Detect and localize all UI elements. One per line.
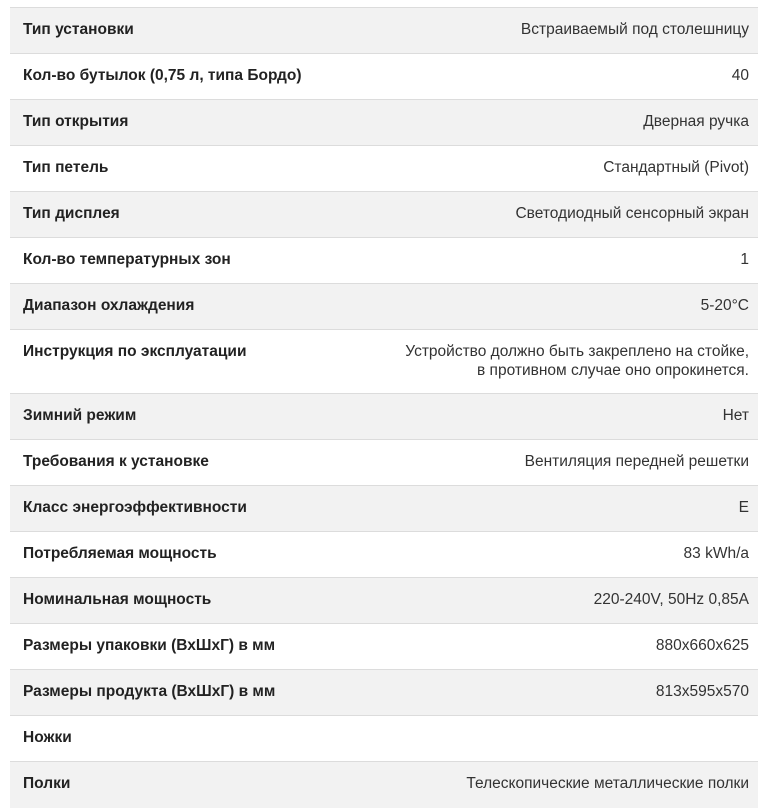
spec-row-rated-power	[10, 578, 758, 624]
spec-row-shelves	[10, 762, 758, 808]
spec-value: Устройство должно быть закреплено на стойке, в противном случае оно опрокинется.	[405, 343, 749, 379]
spec-value: Встраиваемый под столешницу	[520, 21, 749, 38]
spec-label: Требования к установке	[23, 453, 209, 470]
spec-row-power-consumption	[10, 532, 758, 578]
spec-row-hinge-type	[10, 146, 758, 192]
spec-label: Кол-во температурных зон	[23, 251, 231, 268]
spec-value: Телескопические металлические полки	[466, 775, 749, 792]
spec-row-energy-class	[10, 486, 758, 532]
spec-row-product-dimensions	[10, 670, 758, 716]
specifications-table	[10, 7, 758, 808]
spec-row-operating-instructions	[10, 330, 758, 394]
spec-value: 880x660x625	[655, 637, 749, 654]
spec-value: Светодиодный сенсорный экран	[515, 205, 749, 222]
spec-label: Кол-во бутылок (0,75 л, типа Бордо)	[23, 67, 302, 84]
spec-value: Стандартный (Pivot)	[603, 159, 749, 176]
spec-label: Класс энергоэффективности	[23, 499, 247, 516]
spec-label: Тип дисплея	[23, 205, 120, 222]
spec-value: 83 kWh/a	[683, 545, 749, 562]
spec-label: Тип установки	[23, 21, 134, 38]
spec-value: Нет	[722, 407, 749, 424]
spec-row-installation-requirements	[10, 440, 758, 486]
spec-label: Инструкция по эксплуатации	[23, 343, 247, 360]
spec-label: Полки	[23, 775, 71, 792]
spec-row-installation-type	[10, 8, 758, 54]
spec-row-opening-type	[10, 100, 758, 146]
spec-row-bottle-capacity	[10, 54, 758, 100]
spec-label: Тип открытия	[23, 113, 129, 130]
spec-row-feet	[10, 716, 758, 762]
spec-label: Размеры упаковки (ВхШхГ) в мм	[23, 637, 276, 654]
spec-label: Диапазон охлаждения	[23, 297, 195, 314]
spec-value: Вентиляция передней решетки	[524, 453, 749, 470]
spec-label: Ножки	[23, 729, 72, 746]
spec-value: 813x595x570	[655, 683, 749, 700]
spec-value: E	[738, 499, 749, 516]
spec-label: Потребляемая мощность	[23, 545, 217, 562]
spec-value: 220-240V, 50Hz 0,85A	[593, 591, 749, 608]
spec-value: 1	[740, 251, 749, 268]
spec-label: Зимний режим	[23, 407, 137, 424]
spec-label: Тип петель	[23, 159, 109, 176]
spec-row-package-dimensions	[10, 624, 758, 670]
spec-label: Размеры продукта (ВхШхГ) в мм	[23, 683, 276, 700]
spec-label: Номинальная мощность	[23, 591, 212, 608]
spec-row-winter-mode	[10, 394, 758, 440]
spec-row-display-type	[10, 192, 758, 238]
spec-value: Дверная ручка	[643, 113, 749, 130]
spec-row-temperature-zones	[10, 238, 758, 284]
spec-value: 5-20°C	[700, 297, 749, 314]
spec-value: 40	[731, 67, 749, 84]
spec-row-cooling-range	[10, 284, 758, 330]
